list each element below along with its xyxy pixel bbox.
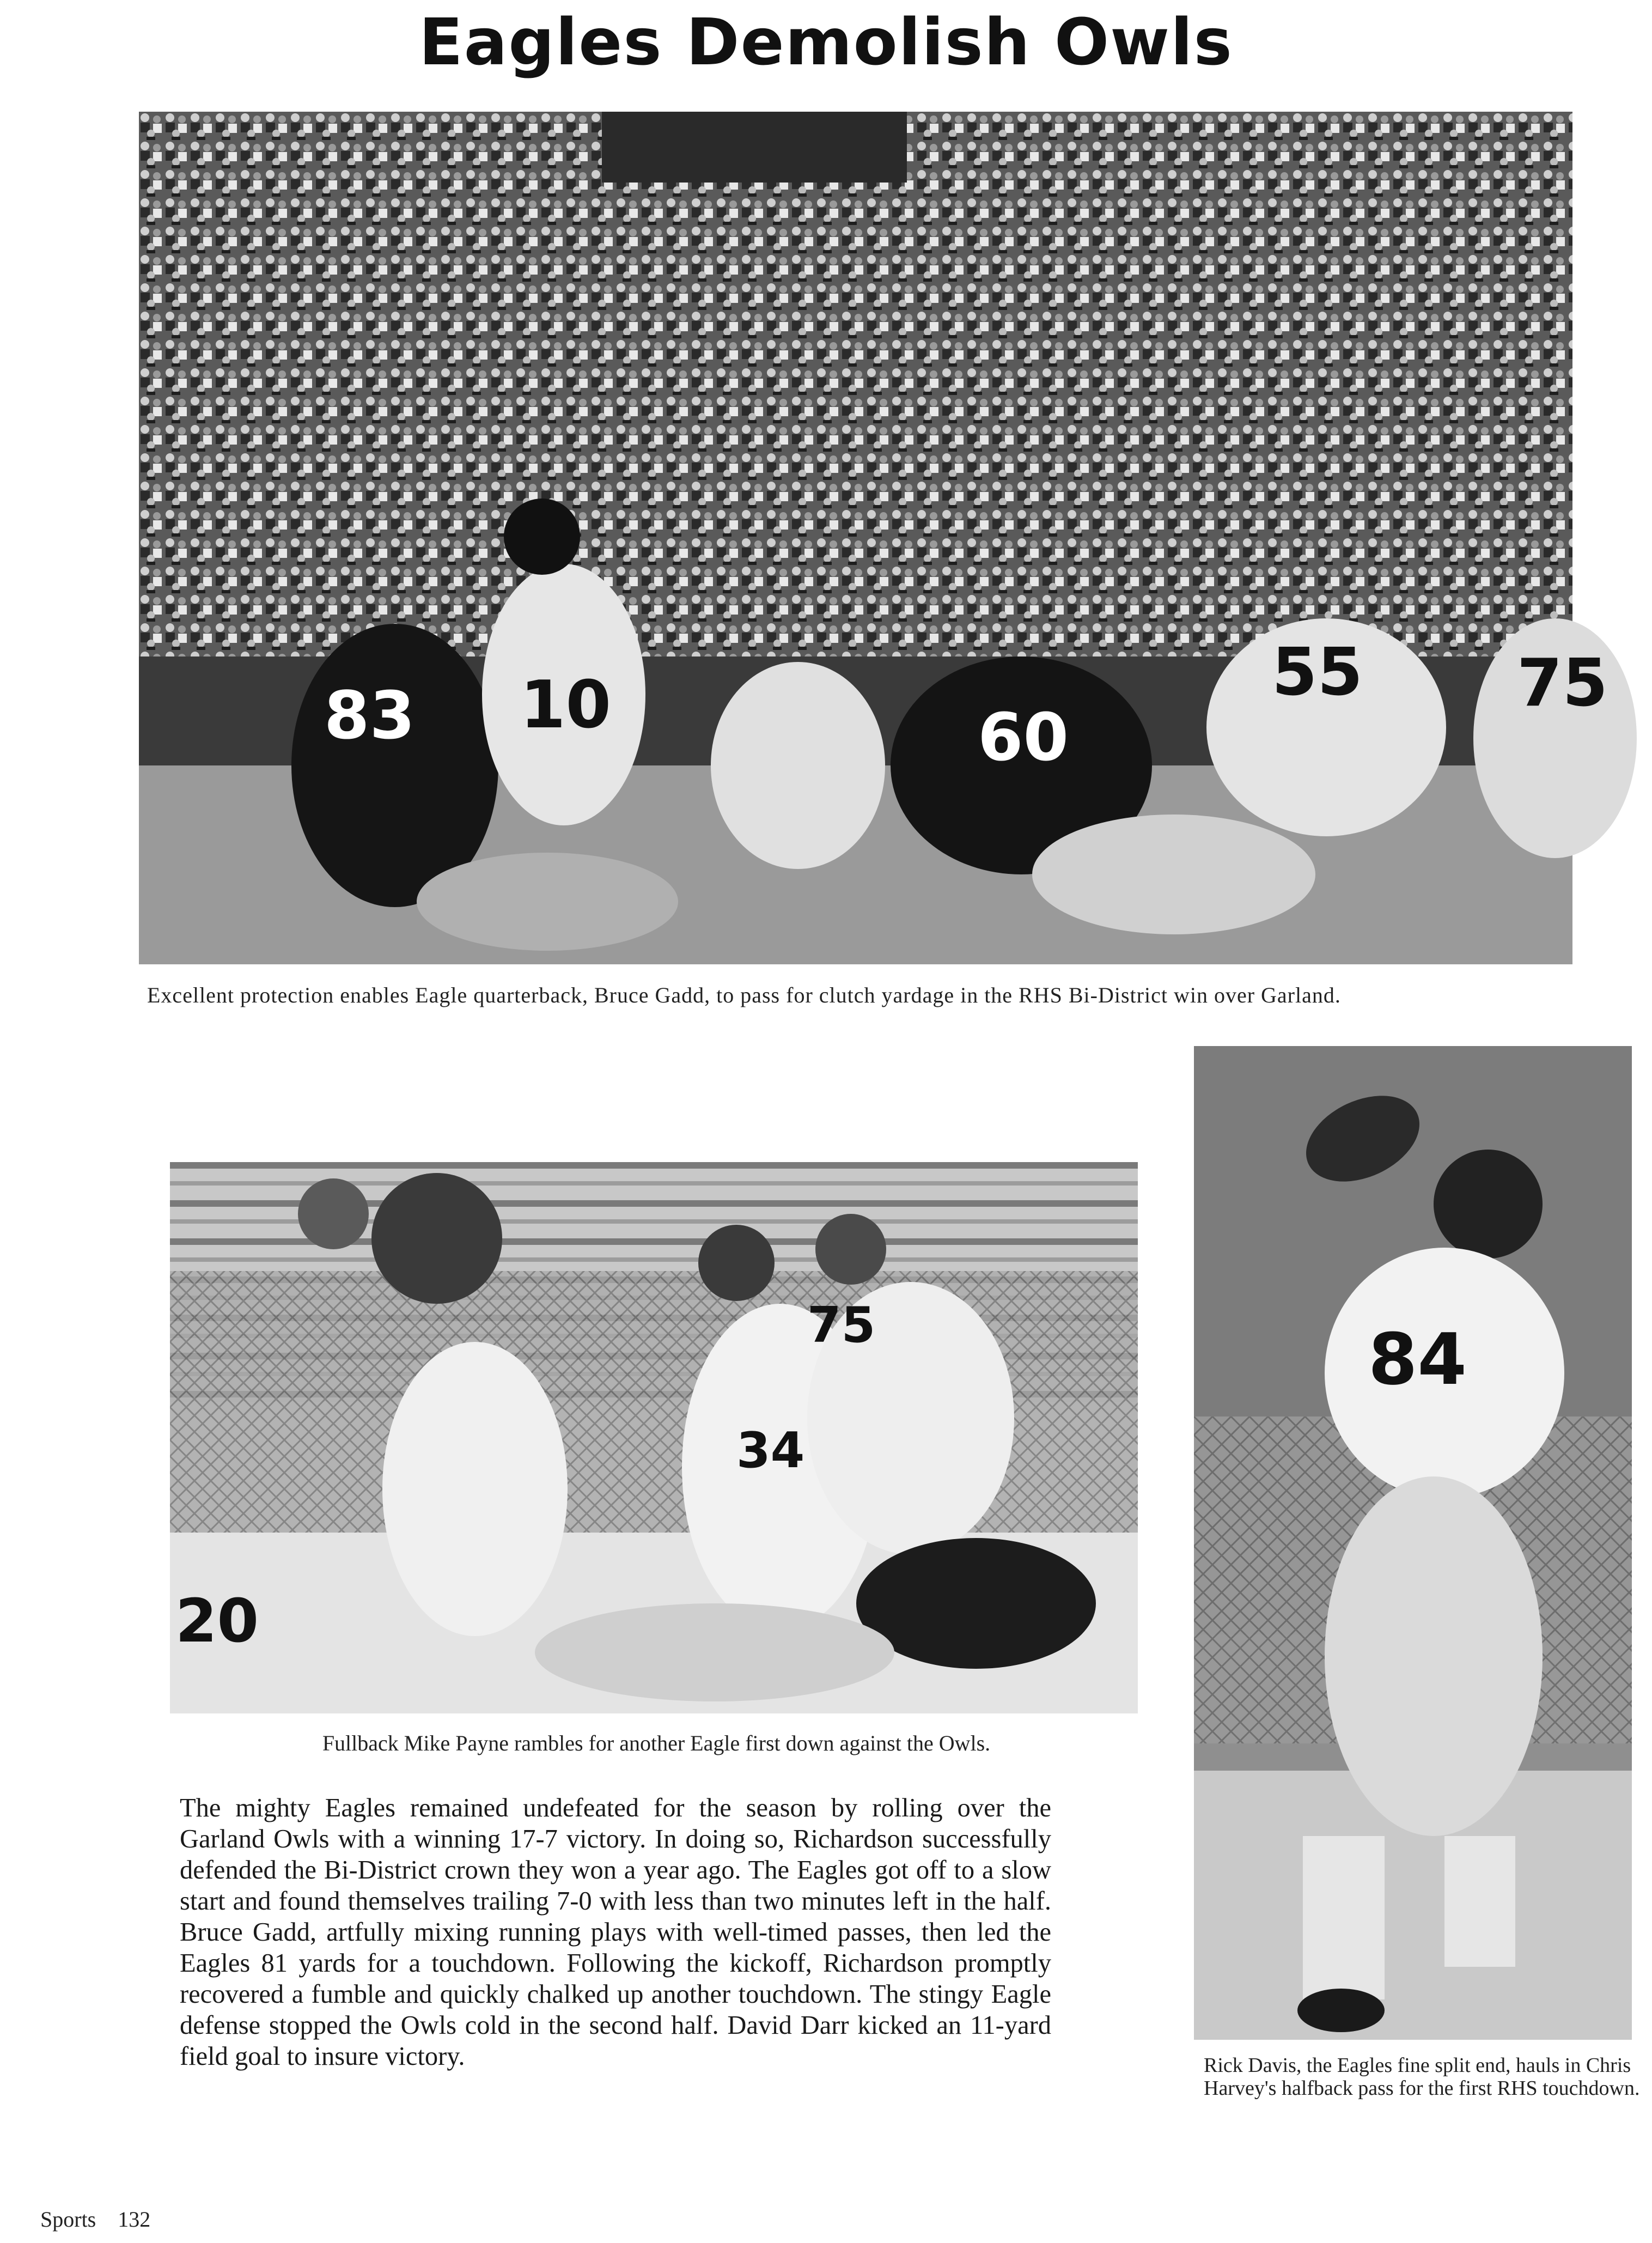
jersey-number: 75 (1517, 646, 1608, 721)
page-footer (40, 2206, 172, 2232)
jersey-number: 60 (978, 700, 1069, 776)
photo-caption: Rick Davis, the Eagles fine split end, hauls in Chris Harvey's halfback pass for the first RHS touchdown. (1204, 2054, 1640, 2100)
jersey-number: 34 (736, 1422, 805, 1479)
photo-caption: Excellent protection enables Eagle quarterback, Bruce Gadd, to pass for clutch yardage in the RHS Bi-District win over Garland. (147, 983, 1341, 1007)
jersey-number: 10 (520, 667, 611, 743)
photo-split-end-catch-image (1194, 1046, 1632, 2040)
jersey-number: 83 (324, 678, 415, 754)
jersey-number: 55 (1272, 635, 1363, 710)
yard-marker: 20 (175, 1586, 259, 1656)
footer-section: Sports (40, 2207, 96, 2232)
photo-fullback-run-image (170, 1162, 1138, 1713)
page-number: 132 (118, 2207, 151, 2232)
photo-fullback-run (170, 1162, 1138, 1713)
photo-quarterback-pass-image (139, 112, 1608, 964)
page-headline: Eagles Demolish Owls (419, 4, 1233, 80)
photo-split-end-catch (1194, 1046, 1632, 2040)
jersey-number: 75 (807, 1297, 876, 1354)
photo-quarterback-pass (139, 112, 1608, 964)
jersey-number: 84 (1368, 1318, 1467, 1401)
article-body: The mighty Eagles remained undefeated for the season by rolling over the Garland Owls with a winning 17-7 victory. In doing so, Richardson successfully defended the Bi-District crown they won a year ago. The Eagles got off to a slow start and found themselves trailing 7-0 with less than two minutes left in the half. Bruce Gadd, artfully mixing running plays with well-timed passes, then led the Eagles 81 yards for a touchdown. Following the kickoff, Richardson promptly recovered a fumble and quickly chalked up another touchdown. The stingy Eagle defense stopped the Owls cold in the second half. David Darr kicked an 11-yard field goal to insure victory. (180, 1794, 1051, 2071)
photo-caption: Fullback Mike Payne rambles for another Eagle first down against the Owls. (322, 1731, 991, 1755)
